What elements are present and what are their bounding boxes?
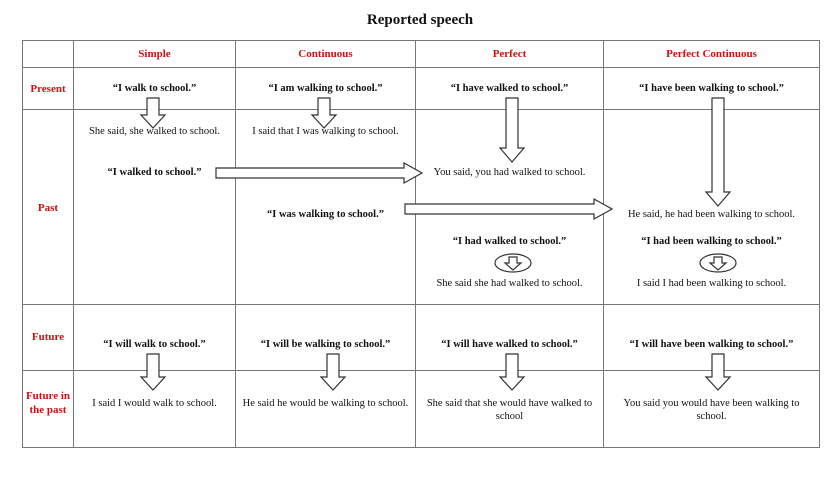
- right-arrow-icon: [405, 199, 612, 219]
- past-perfect-continuous-quote: “I had been walking to school.”: [641, 236, 782, 247]
- row-header-present: Present: [30, 83, 66, 95]
- page-title: Reported speech: [366, 12, 474, 28]
- col-header-simple: Simple: [138, 48, 171, 60]
- past-simple-reported: She said, she walked to school.: [89, 126, 220, 137]
- past-perfect-continuous-reported-2: I said I had been walking to school.: [636, 278, 787, 289]
- down-arrow-icon: [706, 354, 730, 390]
- future-past-simple-reported: I said I would walk to school.: [92, 398, 217, 409]
- row-header-past: Past: [37, 202, 59, 214]
- future-perfect-quote: “I will have walked to school.”: [441, 339, 578, 350]
- present-perfect-continuous-quote: “I have been walking to school.”: [639, 83, 784, 94]
- past-perfect-reported: You said, you had walked to school.: [433, 167, 586, 178]
- past-perfect-continuous-reported: He said, he had been walking to school.: [627, 209, 796, 220]
- future-past-perfect-reported: She said that she would have walked to school: [426, 398, 593, 422]
- down-arrow-icon: [500, 354, 524, 390]
- col-header-perfect: Perfect: [492, 48, 527, 60]
- down-arrow-icon: [141, 354, 165, 390]
- present-perfect-quote: “I have walked to school.”: [450, 83, 569, 94]
- past-simple-quote: “I walked to school.”: [107, 167, 202, 178]
- future-perfect-continuous-quote: “I will have been walking to school.”: [629, 339, 794, 350]
- row-header-future-in-the-past: Future in the past: [25, 390, 71, 416]
- row-header-future: Future: [31, 331, 65, 343]
- future-continuous-quote: “I will be walking to school.”: [260, 339, 391, 350]
- col-header-continuous: Continuous: [298, 48, 353, 60]
- right-arrow-icon: [216, 163, 422, 183]
- present-continuous-quote: “I am walking to school.”: [268, 83, 383, 94]
- present-simple-quote: “I walk to school.”: [112, 83, 197, 94]
- future-past-perfect-continuous-reported: You said you would have been walking to school.: [623, 398, 800, 422]
- col-header-perfect-continuous: Perfect Continuous: [666, 48, 757, 60]
- future-past-continuous-reported: He said he would be walking to school.: [242, 398, 409, 409]
- past-continuous-reported: I said that I was walking to school.: [252, 126, 399, 137]
- down-arrow-icon: [321, 354, 345, 390]
- down-arrow-icon: [500, 98, 524, 162]
- future-simple-quote: “I will walk to school.”: [103, 339, 206, 350]
- down-arrow-icon: [312, 98, 336, 128]
- down-arrow-icon: [706, 98, 730, 206]
- past-continuous-quote: “I was walking to school.”: [267, 209, 384, 220]
- past-perfect-quote: “I had walked to school.”: [452, 236, 567, 247]
- down-arrow-icon: [141, 98, 165, 128]
- past-perfect-reported-2: She said she had walked to school.: [436, 278, 583, 289]
